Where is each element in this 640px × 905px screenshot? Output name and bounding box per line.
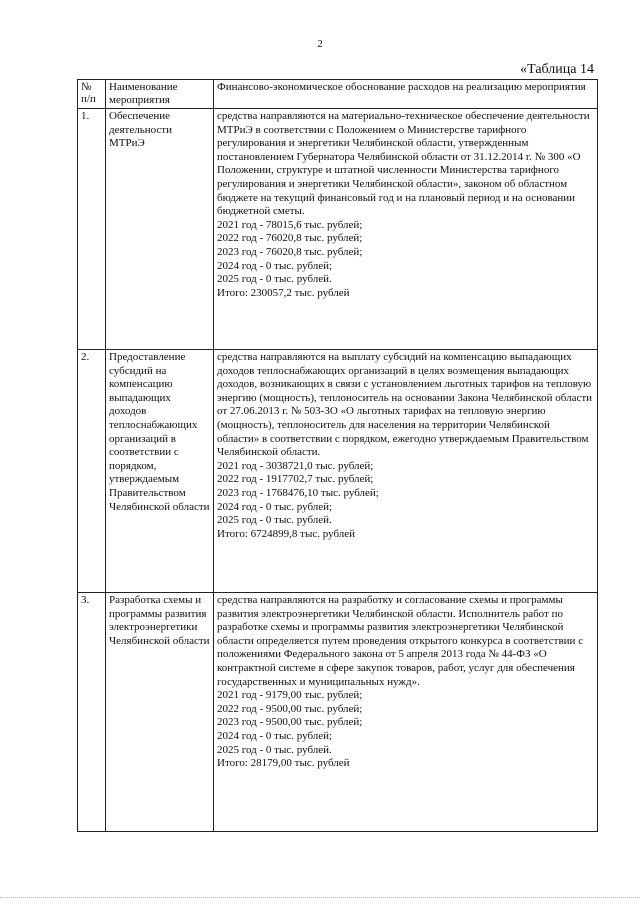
table-row [78, 350, 598, 593]
row-justification [214, 109, 598, 350]
year-amount: 2023 год - 9500,00 тыс. рублей; [217, 716, 363, 729]
scan-edge-marks [0, 897, 640, 901]
justification-text: средства направляются на разработку и согласование схемы и программы развития электроэнергетики Челябинской области. Исполнитель работ по разработке схемы и программы развития электроэнергетики Челябинской области определяется путем проведения открытого конкурса в соответствии с положениями Федерального закона от 5 апреля 2013 года № 44-ФЗ «О контрактной системе в сфере закупок товаров, работ, услуг для обеспечения государственных и муниципальных нужд». [217, 594, 584, 688]
year-amount: 2023 год - 1768476,10 тыс. рублей; [217, 486, 379, 499]
table-header-row [78, 80, 598, 109]
year-amount: 2025 год - 0 тыс. рублей. [217, 743, 332, 756]
total-amount: Итого: 230057,2 тыс. рублей [217, 286, 350, 299]
year-amount: 2021 год - 78015,6 тыс. рублей; [217, 218, 363, 231]
year-amount: 2022 год - 76020,8 тыс. рублей; [217, 232, 363, 245]
header-description: Финансово-экономическое обоснование расходов на реализацию мероприятия [214, 80, 598, 109]
header-number: № п/п [78, 80, 106, 109]
year-amount: 2024 год - 0 тыс. рублей; [217, 500, 333, 513]
table-caption: «Таблица 14 [520, 62, 594, 77]
measures-table [77, 79, 598, 832]
total-amount: Итого: 6724899,8 тыс. рублей [217, 527, 356, 540]
row-number: 3. [78, 593, 106, 832]
row-number: 1. [78, 109, 106, 350]
year-amount: 2023 год - 76020,8 тыс. рублей; [217, 245, 363, 258]
row-justification [214, 593, 598, 832]
total-amount: Итого: 28179,00 тыс. рублей [217, 757, 350, 770]
justification-text: средства направляются на материально-техническое обеспечение деятельности МТРиЭ в соответствии с Положением о Министерстве тарифного регулирования и энергетики Челябинской области, утвержденным постановлением Губернатора Челябинской области от 31.12.2014 г. № 300 «О Положении, структуре и штатной численности Министерства тарифного регулирования и энергетики Челябинской области», законом об областном бюджете на текущий финансовый год и на плановый период и на основании бюджетной сметы. [217, 110, 590, 218]
year-amount: 2021 год - 3038721,0 тыс. рублей; [217, 459, 374, 472]
table-row [78, 109, 598, 350]
justification-text: средства направляются на выплату субсидий на компенсацию выпадающих доходов теплоснабжающих организаций в целях возмещения выпадающих доходов, возникающих в связи с установлением льготных тарифов на тепловую энергию (мощность), теплоноситель на основании Закона Челябинской области от 27.06.2013 г. № 503-ЗО «О льготных тарифах на тепловую энергию (мощность), теплоноситель для населения на территории Челябинской области» в соответствии с порядком, ежегодно утверждаемым Правительством Челябинской области. [217, 351, 593, 459]
row-measure-name: Обеспечение деятельности МТРиЭ [106, 109, 214, 350]
header-name: Наименование мероприятия [106, 80, 214, 109]
year-amount: 2022 год - 1917702,7 тыс. рублей; [217, 473, 374, 486]
year-amount: 2025 год - 0 тыс. рублей. [217, 514, 332, 527]
year-amount: 2024 год - 0 тыс. рублей; [217, 259, 333, 272]
table-row [78, 593, 598, 832]
row-number: 2. [78, 350, 106, 593]
row-measure-name: Предоставление субсидий на компенсацию выпадающих доходов теплоснабжающих организаций в соответствии с порядком, утверждаемым Правительством Челябинской области [106, 350, 214, 593]
page-number: 2 [317, 38, 323, 50]
row-justification [214, 350, 598, 593]
year-amount: 2025 год - 0 тыс. рублей. [217, 273, 332, 286]
year-amount: 2021 год - 9179,00 тыс. рублей; [217, 689, 363, 702]
year-amount: 2024 год - 0 тыс. рублей; [217, 729, 333, 742]
year-amount: 2022 год - 9500,00 тыс. рублей; [217, 702, 363, 715]
row-measure-name: Разработка схемы и программы развития электроэнергетики Челябинской области [106, 593, 214, 832]
